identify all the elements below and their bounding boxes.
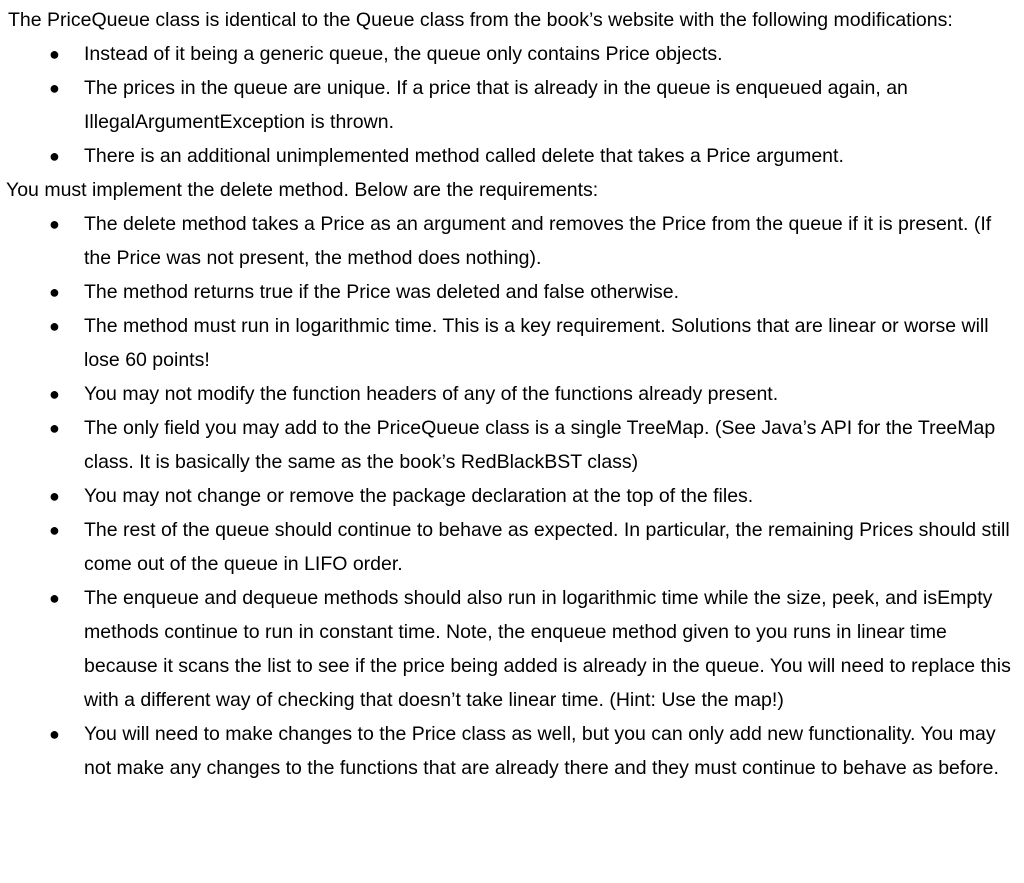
list-item (8, 513, 1016, 581)
modifications-list (8, 37, 1016, 173)
bullet-icon: ● (49, 316, 60, 336)
list-item (8, 411, 1016, 479)
bullet-icon: ● (49, 724, 60, 744)
list-item-text: There is an additional unimplemented method called delete that takes a Price argument. (84, 145, 844, 167)
list-item-text: Instead of it being a generic queue, the queue only contains Price objects. (84, 43, 723, 65)
bullet-icon: ● (49, 214, 60, 234)
requirements-list (8, 207, 1016, 785)
bullet-icon: ● (49, 520, 60, 540)
list-item (8, 377, 1016, 411)
list-item-text: The only field you may add to the PriceQueue class is a single TreeMap. (See Java’s API for the TreeMap class. It is basically the same as the book’s RedBlackBST class) (84, 417, 996, 473)
list-item (8, 275, 1016, 309)
intro-paragraph: The PriceQueue class is identical to the Queue class from the book’s website with the following modifications: (8, 9, 953, 31)
bullet-icon: ● (49, 282, 60, 302)
list-item (8, 139, 1016, 173)
list-item-text: You will need to make changes to the Price class as well, but you can only add new functionality. You may not make any changes to the functions that are already there and they must continue to behave as before. (84, 723, 999, 779)
list-item (8, 309, 1016, 377)
list-item-text: The delete method takes a Price as an argument and removes the Price from the queue if it is present. (If the Price was not present, the method does nothing). (84, 213, 992, 269)
list-item (8, 71, 1016, 139)
list-item (8, 479, 1016, 513)
list-item-text: The prices in the queue are unique. If a price that is already in the queue is enqueued again, an IllegalArgumentException is thrown. (84, 77, 908, 133)
list-item-text: The method returns true if the Price was deleted and false otherwise. (84, 281, 680, 303)
list-item-text: The enqueue and dequeue methods should also run in logarithmic time while the size, peek, and isEmpty methods continue to run in constant time. Note, the enqueue method given to you runs in linear time because it scans the list to see if the price being added is already in the queue. You will need to replace this with a different way of checking that doesn’t take linear time. (Hint: Use the map!) (84, 587, 1011, 711)
list-item (8, 581, 1016, 717)
list-item-text: You may not modify the function headers of any of the functions already present. (84, 383, 779, 405)
requirements-intro: You must implement the delete method. Below are the requirements: (6, 179, 599, 201)
list-item (8, 717, 1016, 785)
bullet-icon: ● (49, 44, 60, 64)
list-item-text: The method must run in logarithmic time. This is a key requirement. Solutions that are linear or worse will lose 60 points! (84, 315, 989, 371)
bullet-icon: ● (49, 418, 60, 438)
bullet-icon: ● (49, 384, 60, 404)
bullet-icon: ● (49, 78, 60, 98)
bullet-icon: ● (49, 146, 60, 166)
bullet-icon: ● (49, 486, 60, 506)
list-item (8, 207, 1016, 275)
list-item-text: The rest of the queue should continue to behave as expected. In particular, the remaining Prices should still come out of the queue in LIFO order. (84, 519, 1010, 575)
bullet-icon: ● (49, 588, 60, 608)
list-item (8, 37, 1016, 71)
list-item-text: You may not change or remove the package declaration at the top of the files. (84, 485, 754, 507)
